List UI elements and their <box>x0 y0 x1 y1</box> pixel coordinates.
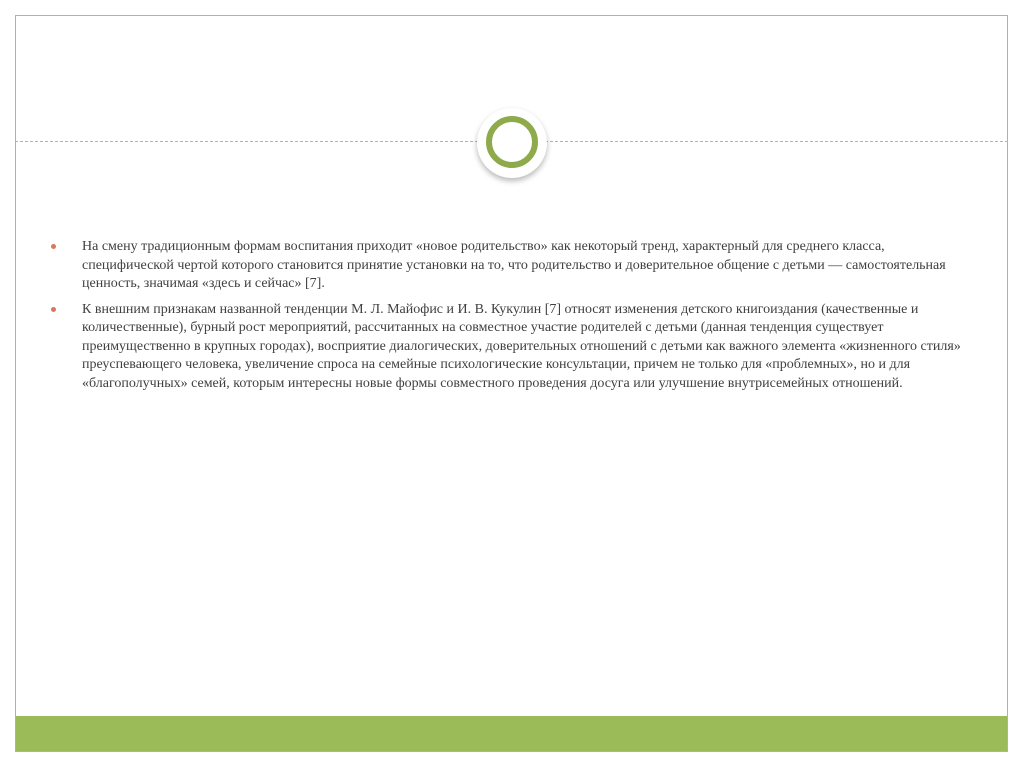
slide-content <box>51 238 971 400</box>
circle-ring-icon <box>486 116 538 168</box>
bullet-dot-icon <box>51 307 56 312</box>
bullet-list <box>51 238 971 393</box>
circle-ornament <box>477 108 547 178</box>
bottom-accent-band <box>16 716 1007 751</box>
bullet-item <box>51 238 971 294</box>
bullet-text: На смену традиционным формам воспитания приходит «новое родительство» как некоторый тренд, характерный для среднего класса, специфической чертой которого становится принятие установки на то, что родительство и доверительное общение с детьми — самостоятельная ценность, значимая «здесь и сейчас» [7]. <box>82 239 946 291</box>
bullet-text: К внешним признакам названной тенденции М. Л. Майофис и И. В. Кукулин [7] относят изменения детского книгоиздания (качественные и количественные), бурный рост мероприятий, рассчитанных на совместное участие родителей с детьми (данная тенденция существует преимущественно в крупных городах), восприятие диалогических, доверительных отношений с детьми как важного элемента «жизненного стиля» преуспевающего человека, увеличение спроса на семейные психологические консультации, причем не только для «проблемных», но и для «благополучных» семей, которым интересны новые формы совместного проведения досуга или улучшение внутрисемейных отношений. <box>82 301 961 391</box>
bullet-dot-icon <box>51 244 56 249</box>
bullet-item <box>51 301 971 394</box>
